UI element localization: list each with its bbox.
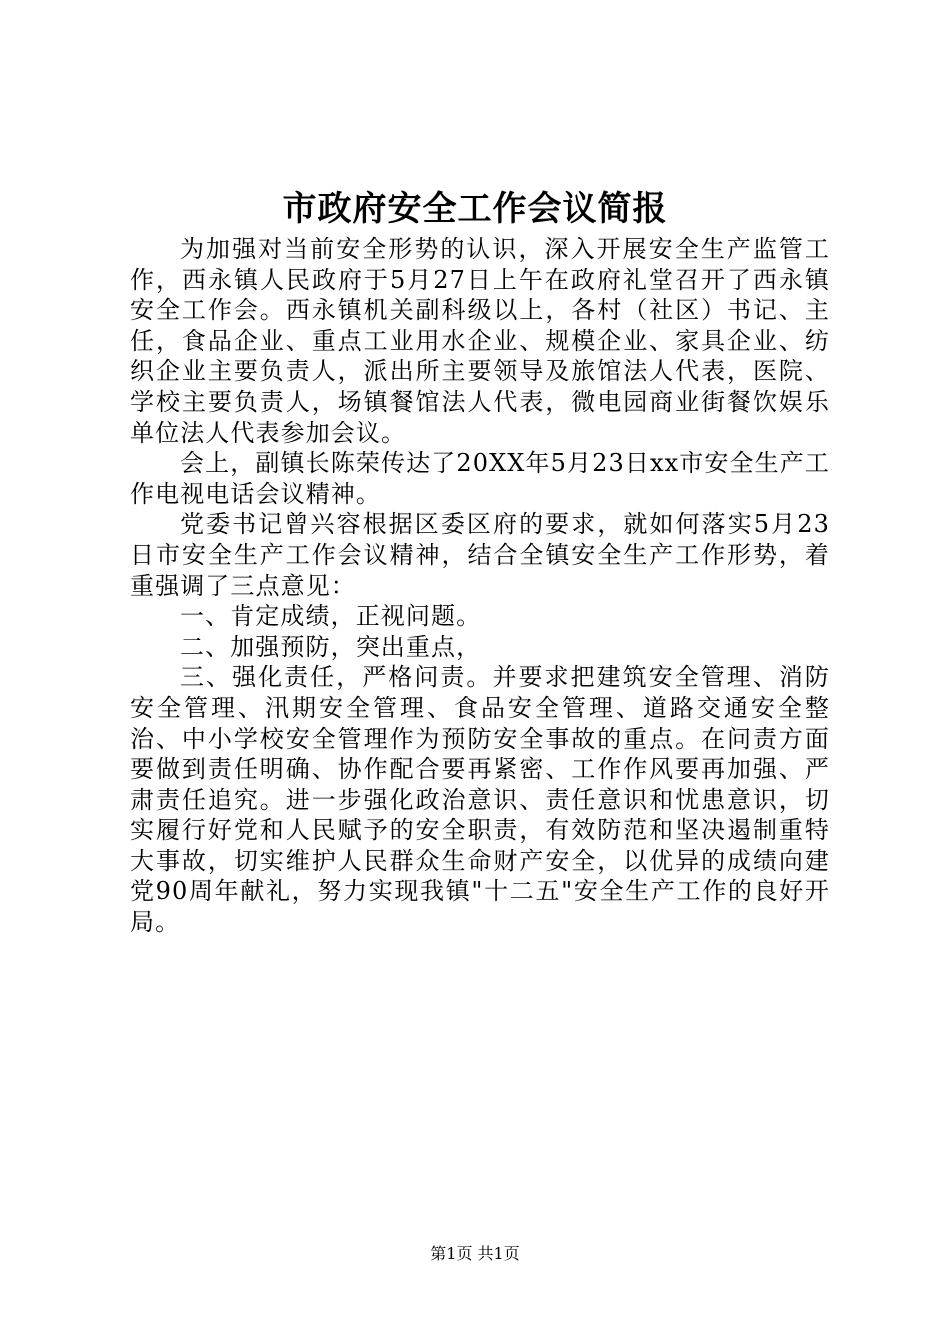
page-footer: 第1页 共1页: [430, 1244, 520, 1263]
paragraph-deputy-mayor: 会上，副镇长陈荣传达了20XX年5月23日xx市安全生产工作电视电话会议精神。: [130, 449, 830, 508]
document-body: [130, 234, 830, 938]
paragraph-party-secretary: 党委书记曾兴容根据区委区府的要求，就如何落实5月23日市安全生产工作会议精神，结合全镇安全生产工作形势，着重强调了三点意见：: [130, 510, 830, 600]
paragraph-point-one: 一、肯定成绩，正视问题。: [180, 602, 482, 631]
document-title: 市政府安全工作会议简报: [282, 189, 668, 229]
paragraph-point-three: 三、强化责任，严格问责。并要求把建筑安全管理、消防安全管理、汛期安全管理、食品安全管理、道路交通安全整治、中小学校安全管理作为预防安全事故的重点。在问责方面要做到责任明确、协作配合要再紧密、工作作风要再加强、严肃责任追究。进一步强化政治意识、责任意识和忧患意识，切实履行好党和人民赋予的安全职责，有效防范和坚决遏制重特大事故，切实维护人民群众生命财产安全，以优异的成绩向建党90周年献礼，努力实现我镇"十二五"安全生产工作的良好开局。: [130, 663, 830, 937]
paragraph-point-two: 二、加强预防，突出重点，: [180, 632, 482, 661]
paragraph-intro: 为加强对当前安全形势的认识，深入开展安全生产监管工作，西永镇人民政府于5月27日上午在政府礼堂召开了西永镇安全工作会。西永镇机关副科级以上，各村（社区）书记、主任，食品企业、重点工业用水企业、规模企业、家具企业、纺织企业主要负责人，派出所主要领导及旅馆法人代表，医院、学校主要负责人，场镇餐馆法人代表，微电园商业街餐饮娱乐单位法人代表参加会议。: [130, 235, 830, 447]
